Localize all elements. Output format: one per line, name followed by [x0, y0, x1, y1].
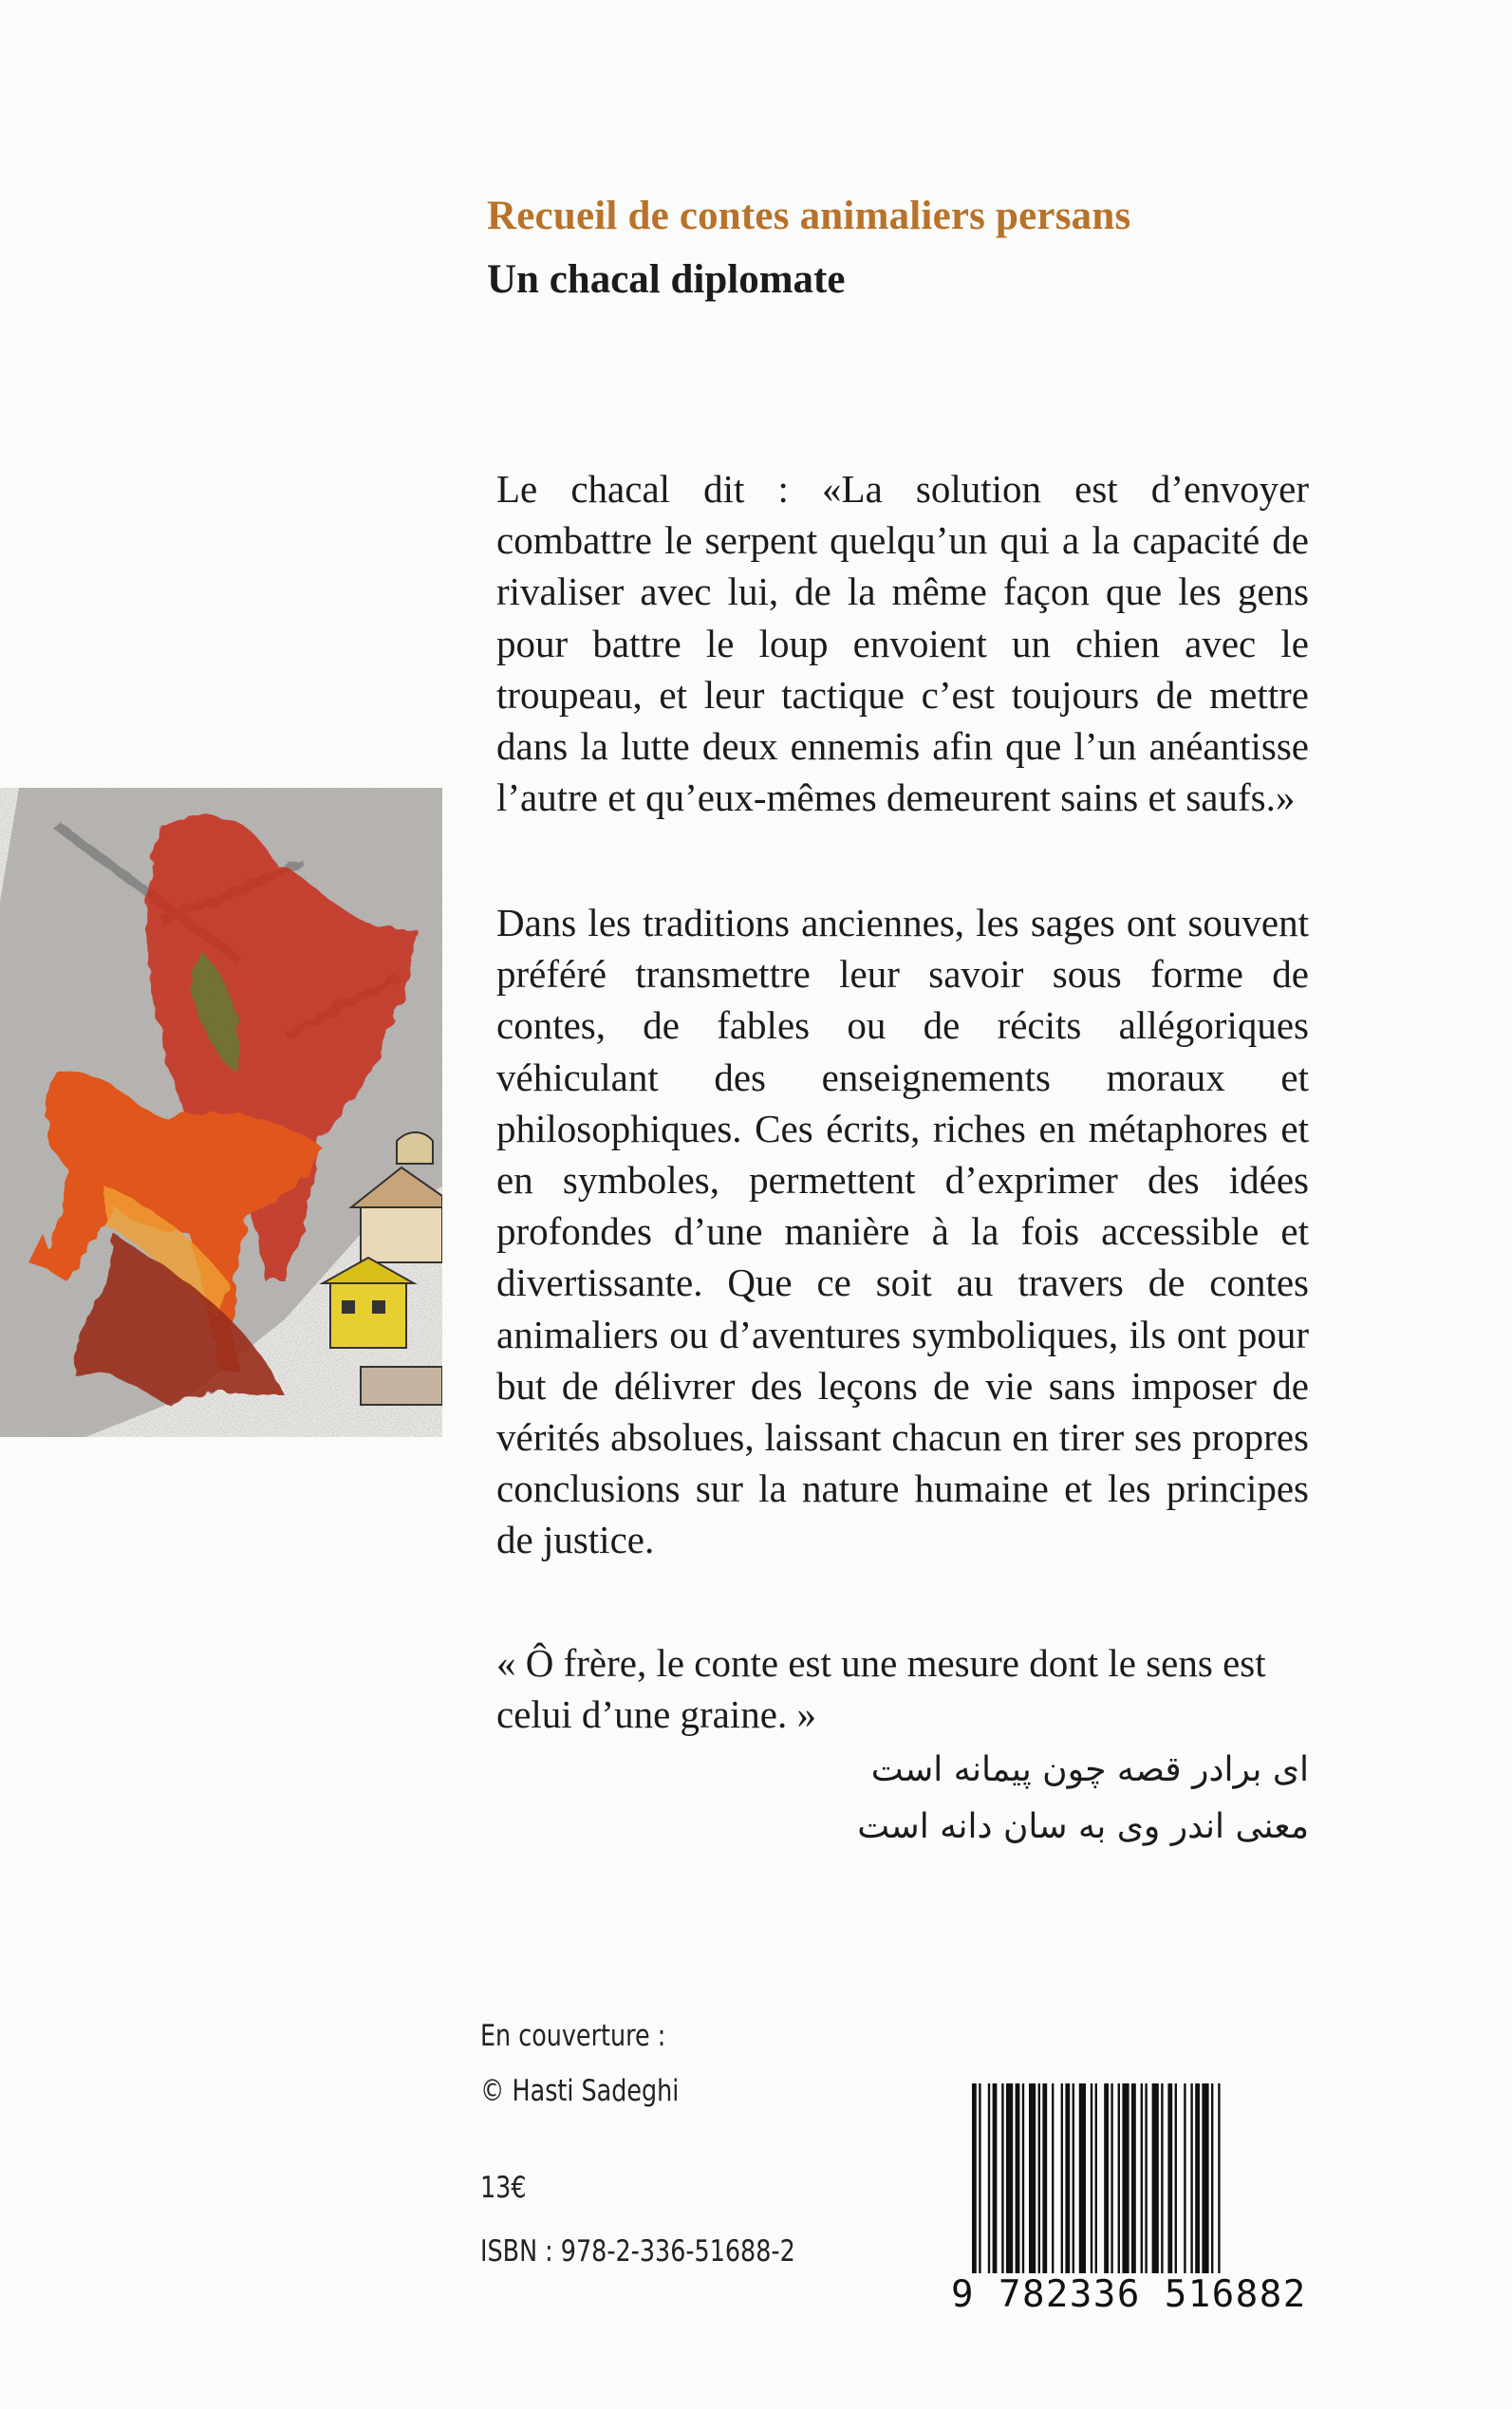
barcode-bar [972, 2083, 977, 2273]
barcode-bar [1091, 2083, 1092, 2273]
barcode-bar [1190, 2083, 1192, 2273]
barcode-bar [1122, 2083, 1129, 2273]
barcode-bar [1029, 2083, 1036, 2273]
barcode-bar [1202, 2083, 1208, 2273]
barcode-bar [1073, 2083, 1074, 2273]
blurb-paragraph-1: Le chacal dit : «La solution est d’envoyer combattre le serpent quelqu’un qui a la capacité de rivaliser avec lui, de la même façon que les gens pour battre le loup envoient un chien avec le troupeau, et leur tactique c’est toujours de mettre dans la lutte deux ennemis afin que l’un anéantisse l’autre et qu’eux-mêmes demeurent sains et saufs.» [496, 467, 1309, 820]
cover-credit-label: En couverture : [480, 2019, 666, 2053]
barcode-bar [1211, 2083, 1213, 2273]
barcode-bar [1118, 2083, 1120, 2273]
barcode-bar [1184, 2083, 1185, 2273]
barcode-bar [1042, 2083, 1047, 2273]
barcode-bar [1167, 2083, 1172, 2273]
barcode-bar [1061, 2083, 1063, 2273]
barcode-bar [1104, 2083, 1109, 2273]
barcode-bar [988, 2083, 990, 2273]
persian-verse-line-1: ای برادر قصه چون پیمانه است [870, 1750, 1309, 1789]
barcode-bar [1095, 2083, 1097, 2273]
barcode-bar [1175, 2083, 1177, 2273]
blurb-paragraph-2: Dans les traditions anciennes, les sages ont souvent préféré transmettre leur savoir sous forme de contes, de fables ou de récits allégoriques véhiculant des enseignements moraux et philosophiques. Ces écrits, riches en métaphores et en symboles, permettent d’exprimer des idées profondes d’une manière à la fois accessible et divertissante. Que ce soit au travers de contes animaliers ou d’aventures symboliques, ils ont pour but de délivrer des leçons de vie sans imposer de vérités absolues, laissant chacun en tirer ses propres conclusions sur la nature humaine et les principes de justice. [496, 901, 1309, 1562]
barcode-bar [1152, 2083, 1159, 2273]
barcode-bar [979, 2083, 980, 2273]
series-title: Recueil de contes animaliers persans [487, 194, 1131, 238]
barcode-bar [1145, 2083, 1147, 2273]
cover-illustration [0, 788, 442, 1437]
barcode-bar [1001, 2083, 1003, 2273]
barcode-bar [1195, 2083, 1200, 2273]
barcode-bar [1111, 2083, 1112, 2273]
barcode-bar [1161, 2083, 1163, 2273]
cover-credit-artist: © Hasti Sadeghi [480, 2074, 680, 2108]
book-title: Un chacal diplomate [487, 257, 846, 302]
barcode-number: 9 782336 516882 [951, 2273, 1307, 2316]
persian-verse-line-2: معنی اندر وی به سان دانه است [857, 1807, 1309, 1846]
barcode-bar [1016, 2083, 1020, 2273]
blurb-quote: « Ô frère, le conte est une mesure dont le sens est celui d’une graine. » [496, 1641, 1266, 1737]
barcode-bar [1038, 2083, 1040, 2273]
barcode-bar [1006, 2083, 1013, 2273]
barcode-bar [1065, 2083, 1070, 2273]
barcode-bar [1079, 2083, 1086, 2273]
barcode [972, 2083, 1295, 2273]
price: 13€ [480, 2171, 527, 2205]
barcode-bar [1131, 2083, 1136, 2273]
barcode-bar [1141, 2083, 1143, 2273]
barcode-bar [993, 2083, 998, 2273]
barcode-bar [1218, 2083, 1220, 2273]
isbn: ISBN : 978-2-336-51688-2 [480, 2234, 795, 2269]
barcode-bar [1022, 2083, 1024, 2273]
barcode-bar [1052, 2083, 1054, 2273]
